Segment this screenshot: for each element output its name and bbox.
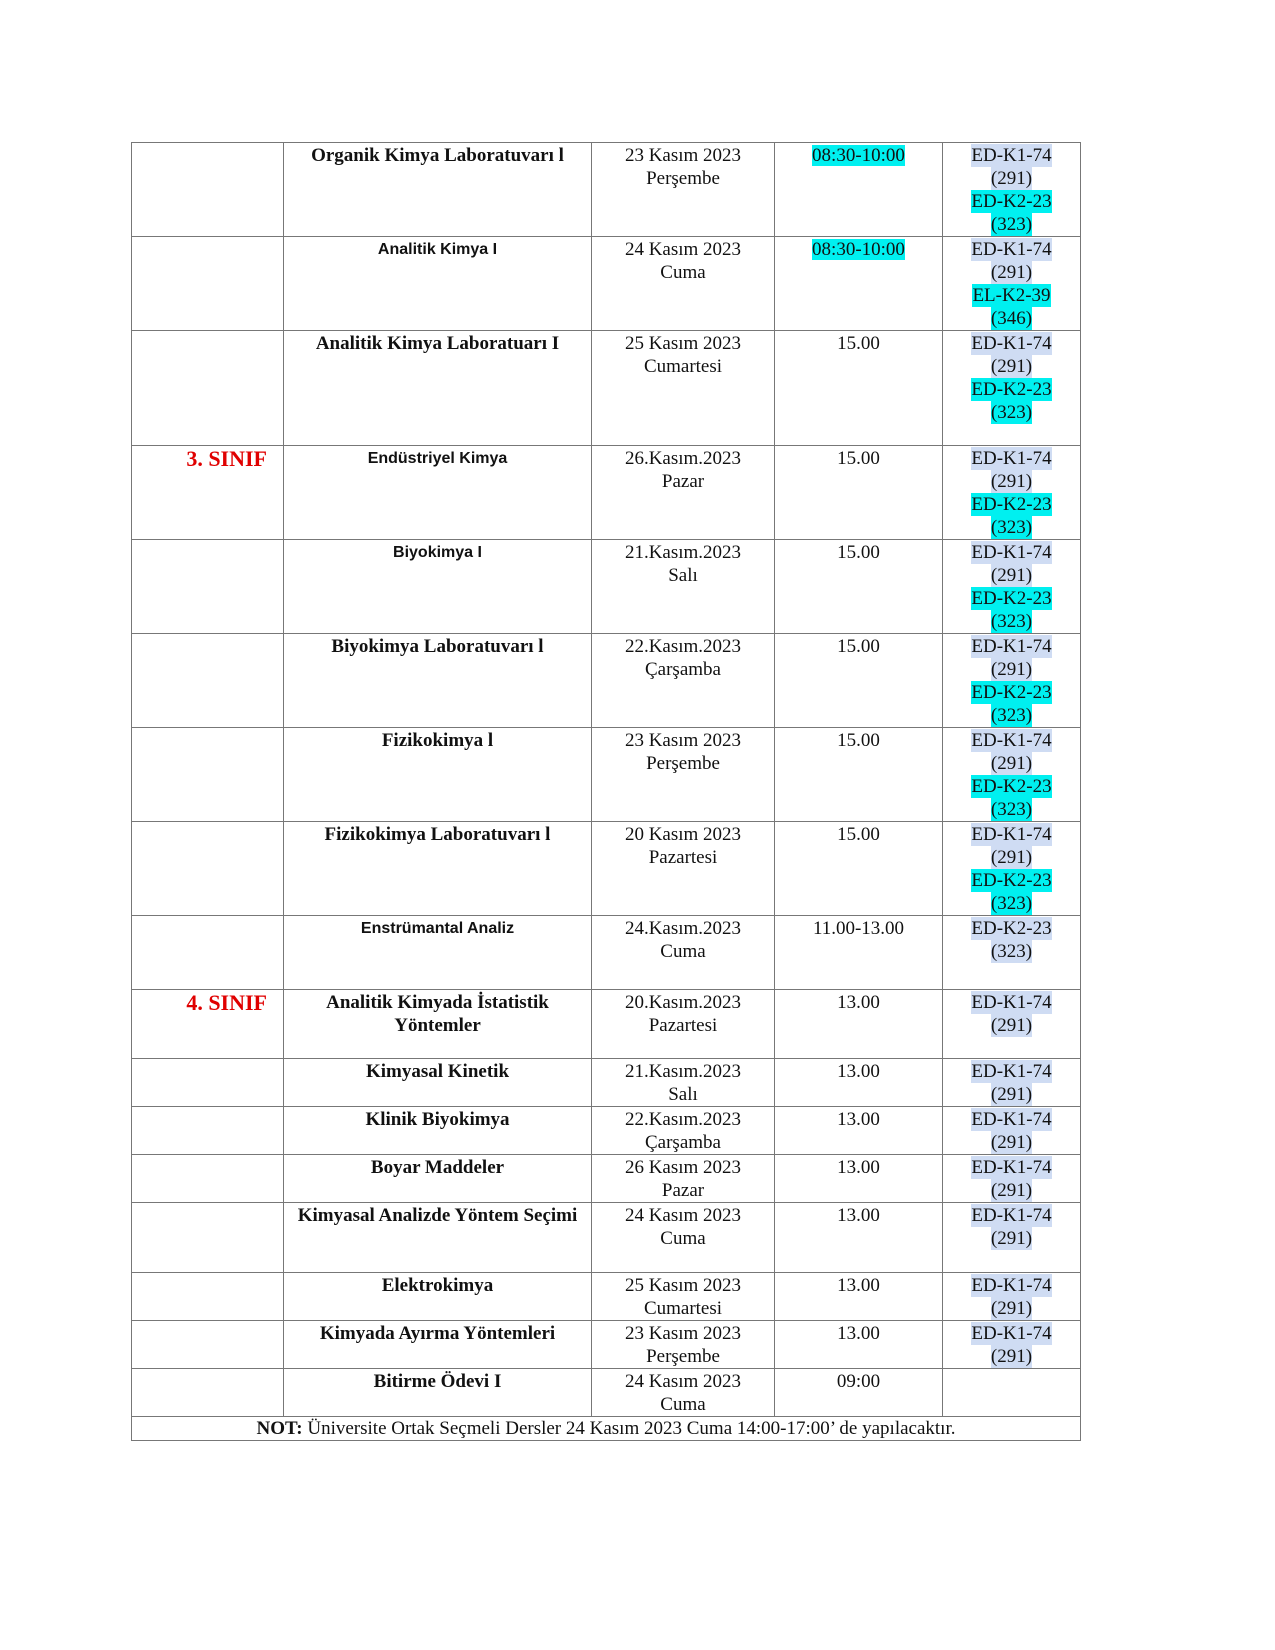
rooms-cell <box>943 237 1081 331</box>
table-row <box>132 540 1081 634</box>
room-code: ED-K1-74 <box>971 448 1052 469</box>
time-cell <box>775 331 943 446</box>
exam-time: 13.00 <box>837 1275 880 1296</box>
course-name: Organik Kimya Laboratuvarı l <box>284 143 592 237</box>
exam-date: 23 Kasım 2023 <box>624 145 742 166</box>
room-capacity: (291) <box>990 1084 1033 1105</box>
rooms-cell <box>943 1155 1081 1203</box>
time-cell <box>775 1107 943 1155</box>
time-cell <box>775 1369 943 1417</box>
room-capacity: (291) <box>990 168 1033 189</box>
exam-time: 15.00 <box>837 448 880 469</box>
time-cell <box>775 446 943 540</box>
exam-day: Pazartesi <box>648 847 718 868</box>
rooms-cell <box>943 728 1081 822</box>
rooms-cell <box>943 1321 1081 1369</box>
course-name: Kimyasal Analizde Yöntem Seçimi <box>284 1203 592 1273</box>
class-level-cell <box>132 728 284 822</box>
table-row <box>132 916 1081 990</box>
exam-day: Salı <box>668 1084 698 1105</box>
course-name: Fizikokimya Laboratuvarı l <box>284 822 592 916</box>
rooms-cell <box>943 634 1081 728</box>
time-cell <box>775 1155 943 1203</box>
class-level-cell <box>132 916 284 990</box>
date-cell <box>592 540 775 634</box>
class-level-cell <box>132 1369 284 1417</box>
exam-time: 11.00-13.00 <box>812 918 905 939</box>
rooms-cell <box>943 143 1081 237</box>
time-cell <box>775 634 943 728</box>
exam-date: 25 Kasım 2023 <box>624 333 742 354</box>
exam-time: 15.00 <box>837 636 880 657</box>
room-capacity: (291) <box>990 565 1033 586</box>
exam-time: 08:30-10:00 <box>812 239 905 260</box>
room-code: ED-K1-74 <box>971 1061 1052 1082</box>
exam-time: 13.00 <box>837 1061 880 1082</box>
date-cell <box>592 634 775 728</box>
time-cell <box>775 1059 943 1107</box>
room-code: ED-K2-23 <box>971 918 1052 939</box>
date-cell <box>592 1059 775 1107</box>
course-name: Biyokimya Laboratuvarı l <box>284 634 592 728</box>
table-row <box>132 1321 1081 1369</box>
exam-day: Perşembe <box>646 753 720 774</box>
exam-day: Cumartesi <box>643 1298 723 1319</box>
course-name: Boyar Maddeler <box>284 1155 592 1203</box>
exam-date: 24 Kasım 2023 <box>624 1371 742 1392</box>
rooms-cell <box>943 446 1081 540</box>
exam-time: 13.00 <box>837 1323 880 1344</box>
class-level-cell <box>132 540 284 634</box>
room-capacity: (291) <box>990 1132 1033 1153</box>
exam-day: Cumartesi <box>643 356 723 377</box>
class-level-cell <box>132 143 284 237</box>
exam-day: Pazartesi <box>648 1015 718 1036</box>
room-code: ED-K2-23 <box>971 588 1052 609</box>
room-code: ED-K2-23 <box>971 494 1052 515</box>
room-code: EL-K2-39 <box>972 285 1051 306</box>
room-code: ED-K1-74 <box>971 1205 1052 1226</box>
rooms-cell <box>943 1059 1081 1107</box>
room-code: ED-K1-74 <box>971 239 1052 260</box>
exam-day: Cuma <box>660 1394 706 1415</box>
exam-date: 22.Kasım.2023 <box>624 636 742 657</box>
time-cell <box>775 916 943 990</box>
table-row <box>132 990 1081 1059</box>
room-code: ED-K1-74 <box>971 636 1052 657</box>
course-name: Endüstriyel Kimya <box>284 446 592 540</box>
table-row <box>132 1369 1081 1417</box>
exam-day: Salı <box>668 565 698 586</box>
room-code: ED-K1-74 <box>971 1323 1052 1344</box>
exam-date: 21.Kasım.2023 <box>624 542 742 563</box>
rooms-cell <box>943 990 1081 1059</box>
table-row <box>132 237 1081 331</box>
room-capacity: (323) <box>990 799 1033 820</box>
course-name: Klinik Biyokimya <box>284 1107 592 1155</box>
table-row <box>132 1155 1081 1203</box>
table-row <box>132 1059 1081 1107</box>
rooms-cell <box>943 1107 1081 1155</box>
exam-time: 15.00 <box>837 824 880 845</box>
exam-time: 13.00 <box>837 992 880 1013</box>
note-row <box>132 1417 1081 1441</box>
class-level-cell <box>132 1321 284 1369</box>
course-name: Analitik Kimya Laboratuarı I <box>284 331 592 446</box>
exam-day: Çarşamba <box>645 1132 721 1153</box>
class-level-cell: 3. SINIF <box>132 446 284 540</box>
course-name: Kimyada Ayırma Yöntemleri <box>284 1321 592 1369</box>
time-cell <box>775 540 943 634</box>
room-capacity: (323) <box>990 611 1033 632</box>
exam-time: 13.00 <box>837 1205 880 1226</box>
course-name: Analitik Kimya I <box>284 237 592 331</box>
room-capacity: (291) <box>990 356 1033 377</box>
note-cell <box>132 1417 1081 1441</box>
course-name: Kimyasal Kinetik <box>284 1059 592 1107</box>
time-cell <box>775 990 943 1059</box>
exam-time: 08:30-10:00 <box>812 145 905 166</box>
room-capacity: (291) <box>990 1228 1033 1249</box>
time-cell <box>775 1273 943 1321</box>
room-code: ED-K2-23 <box>971 776 1052 797</box>
exam-day: Cuma <box>660 262 706 283</box>
room-capacity: (291) <box>990 1180 1033 1201</box>
table-row <box>132 634 1081 728</box>
room-code: ED-K1-74 <box>971 145 1052 166</box>
exam-time: 13.00 <box>837 1157 880 1178</box>
exam-day: Çarşamba <box>645 659 721 680</box>
table-row <box>132 1203 1081 1273</box>
room-capacity: (291) <box>990 753 1033 774</box>
course-name: Fizikokimya l <box>284 728 592 822</box>
table-row <box>132 331 1081 446</box>
class-level-cell <box>132 822 284 916</box>
class-level-cell <box>132 634 284 728</box>
exam-date: 24.Kasım.2023 <box>624 918 742 939</box>
date-cell <box>592 1273 775 1321</box>
date-cell <box>592 331 775 446</box>
room-code: ED-K1-74 <box>971 992 1052 1013</box>
exam-time: 15.00 <box>837 730 880 751</box>
time-cell <box>775 1203 943 1273</box>
time-cell <box>775 728 943 822</box>
date-cell <box>592 822 775 916</box>
date-cell <box>592 1107 775 1155</box>
exam-day: Perşembe <box>646 1346 720 1367</box>
room-code: ED-K2-23 <box>971 682 1052 703</box>
room-capacity: (291) <box>990 659 1033 680</box>
room-code: ED-K1-74 <box>971 824 1052 845</box>
exam-day: Pazar <box>661 471 705 492</box>
class-level-cell <box>132 1107 284 1155</box>
exam-date: 20.Kasım.2023 <box>624 992 742 1013</box>
class-level-cell <box>132 1059 284 1107</box>
exam-date: 22.Kasım.2023 <box>624 1109 742 1130</box>
date-cell <box>592 990 775 1059</box>
exam-day: Cuma <box>660 1228 706 1249</box>
room-capacity: (291) <box>990 262 1033 283</box>
rooms-cell <box>943 916 1081 990</box>
time-cell <box>775 822 943 916</box>
table-row <box>132 446 1081 540</box>
room-capacity: (323) <box>990 517 1033 538</box>
date-cell <box>592 728 775 822</box>
room-capacity: (346) <box>990 308 1033 329</box>
room-code: ED-K1-74 <box>971 730 1052 751</box>
room-code: ED-K2-23 <box>971 191 1052 212</box>
table-row <box>132 822 1081 916</box>
exam-date: 26.Kasım.2023 <box>624 448 742 469</box>
date-cell <box>592 446 775 540</box>
exam-date: 26 Kasım 2023 <box>624 1157 742 1178</box>
date-cell <box>592 237 775 331</box>
rooms-cell <box>943 822 1081 916</box>
note-label: NOT: <box>256 1418 303 1439</box>
exam-date: 23 Kasım 2023 <box>624 730 742 751</box>
date-cell <box>592 1203 775 1273</box>
course-name: Bitirme Ödevi I <box>284 1369 592 1417</box>
room-capacity: (291) <box>990 1346 1033 1367</box>
rooms-cell <box>943 1203 1081 1273</box>
room-capacity: (323) <box>990 893 1033 914</box>
exam-time: 15.00 <box>837 333 880 354</box>
exam-time: 09:00 <box>836 1371 881 1392</box>
course-name: Enstrümantal Analiz <box>284 916 592 990</box>
class-level-cell <box>132 1203 284 1273</box>
exam-day: Pazar <box>661 1180 705 1201</box>
room-capacity: (291) <box>990 1298 1033 1319</box>
table-row <box>132 1107 1081 1155</box>
date-cell <box>592 1155 775 1203</box>
time-cell <box>775 143 943 237</box>
exam-date: 20 Kasım 2023 <box>624 824 742 845</box>
exam-schedule-table <box>131 142 1081 1441</box>
exam-time: 15.00 <box>837 542 880 563</box>
class-level-cell <box>132 1155 284 1203</box>
room-capacity: (323) <box>990 705 1033 726</box>
room-capacity: (291) <box>990 1015 1033 1036</box>
exam-time: 13.00 <box>837 1109 880 1130</box>
rooms-cell <box>943 540 1081 634</box>
table-row <box>132 1273 1081 1321</box>
date-cell <box>592 916 775 990</box>
rooms-cell <box>943 1369 1081 1417</box>
room-code: ED-K1-74 <box>971 333 1052 354</box>
exam-date: 23 Kasım 2023 <box>624 1323 742 1344</box>
time-cell <box>775 1321 943 1369</box>
exam-date: 24 Kasım 2023 <box>624 1205 742 1226</box>
room-code: ED-K1-74 <box>971 542 1052 563</box>
class-level-cell <box>132 237 284 331</box>
room-code: ED-K2-23 <box>971 870 1052 891</box>
class-level-cell <box>132 331 284 446</box>
room-code: ED-K1-74 <box>971 1157 1052 1178</box>
course-name: Biyokimya I <box>284 540 592 634</box>
date-cell <box>592 143 775 237</box>
exam-day: Perşembe <box>646 168 720 189</box>
rooms-cell <box>943 1273 1081 1321</box>
room-capacity: (323) <box>990 214 1033 235</box>
room-code: ED-K1-74 <box>971 1109 1052 1130</box>
room-capacity: (291) <box>990 847 1033 868</box>
room-code: ED-K2-23 <box>971 379 1052 400</box>
note-text: Üniversite Ortak Seçmeli Dersler 24 Kasım 2023 Cuma 14:00-17:00’ de yapılacaktır. <box>302 1418 956 1439</box>
course-name: Analitik Kimyada İstatistik Yöntemler <box>284 990 592 1059</box>
exam-day: Cuma <box>660 941 706 962</box>
room-capacity: (323) <box>990 402 1033 423</box>
class-level-cell: 4. SINIF <box>132 990 284 1059</box>
date-cell <box>592 1321 775 1369</box>
class-level-cell <box>132 1273 284 1321</box>
table-row <box>132 728 1081 822</box>
room-capacity: (323) <box>990 941 1033 962</box>
room-code: ED-K1-74 <box>971 1275 1052 1296</box>
date-cell <box>592 1369 775 1417</box>
exam-date: 25 Kasım 2023 <box>624 1275 742 1296</box>
table-row <box>132 143 1081 237</box>
room-capacity: (291) <box>990 471 1033 492</box>
exam-date: 24 Kasım 2023 <box>624 239 742 260</box>
rooms-cell <box>943 331 1081 446</box>
exam-date: 21.Kasım.2023 <box>624 1061 742 1082</box>
course-name: Elektrokimya <box>284 1273 592 1321</box>
time-cell <box>775 237 943 331</box>
